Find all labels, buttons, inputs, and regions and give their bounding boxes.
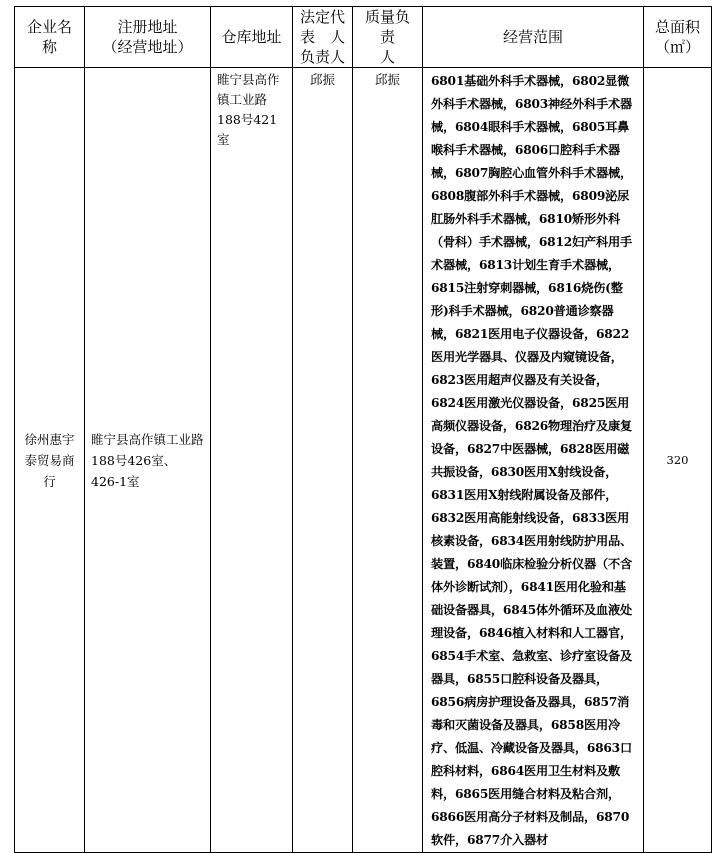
- quality-head: 邱振: [374, 72, 400, 87]
- header-company: 企业名 称: [15, 7, 85, 68]
- header-warehouse: 仓库地址: [211, 7, 293, 68]
- header-area: 总面积 （㎡）: [644, 7, 712, 68]
- header-scope: 经营范围: [423, 7, 644, 68]
- total-area: 320: [666, 453, 689, 467]
- cell-scope: [423, 68, 644, 853]
- cell-legal-rep: [293, 68, 353, 853]
- header-quality: 质量负责 人: [353, 7, 423, 68]
- cell-area: [644, 68, 712, 853]
- table-row: [15, 68, 712, 853]
- warehouse-address: 睢宁县高作镇工业路188号421室: [217, 72, 280, 147]
- enterprise-table: [14, 6, 712, 853]
- cell-warehouse: [211, 68, 293, 853]
- cell-quality: [353, 68, 423, 853]
- legal-rep: 邱振: [309, 72, 335, 87]
- cell-reg-address: [85, 68, 211, 853]
- header-reg-address: 注册地址 （经营地址）: [85, 7, 211, 68]
- reg-address: 睢宁县高作镇工业路188号426室、426-1室: [91, 431, 204, 489]
- header-legal-rep: 法定代 表 人 负责人: [293, 7, 353, 68]
- business-scope: 6801基础外科手术器械，6802显微外科手术器械，6803神经外科手术器械，6804眼科手术器械，6805耳鼻喉科手术器械，6806口腔科手术器械，6807胸腔心血管外科手术器械，6808腹部外科手术器械，6809泌尿肛肠外科手术器械，6810矫形外科（骨科）手术器械，6812妇产科用手术器械，6813计划生育手术器械，6815注射穿刺器械，6816烧伤(整形)科手术器械，6820普通诊察器械，6821医用电子仪器设备，6822医用光学器具、仪器及内窥镜设备，6823医用超声仪器及有关设备，6824医用激光仪器设备，6825医用高频仪器设备，6826物理治疗及康复设备，6827中医器械，6828医用磁共振设备，6830医用X射线设备，6831医用X射线附属设备及部件，6832医用高能射线设备，6833医用核素设备，6834医用射线防护用品、装置，6840临床检验分析仪器（不含体外诊断试剂），6841医用化验和基础设备器具，6845体外循环及血液处理设备，6846植入材料和人工器官，6854手术室、急救室、诊疗室设备及器具，6855口腔科设备及器具，6856病房护理设备及器具，6857消毒和灭菌设备及器具，6858医用冷疗、低温、冷藏设备及器具，6863口腔科材料，6864医用卫生材料及敷料，6865医用缝合材料及粘合剂，6866医用高分子材料及制品，6870软件，6877介入器材: [431, 74, 632, 847]
- header-row: [15, 7, 712, 68]
- cell-company: [15, 68, 85, 853]
- company-name: 徐州惠宇泰贸易商行: [24, 431, 75, 489]
